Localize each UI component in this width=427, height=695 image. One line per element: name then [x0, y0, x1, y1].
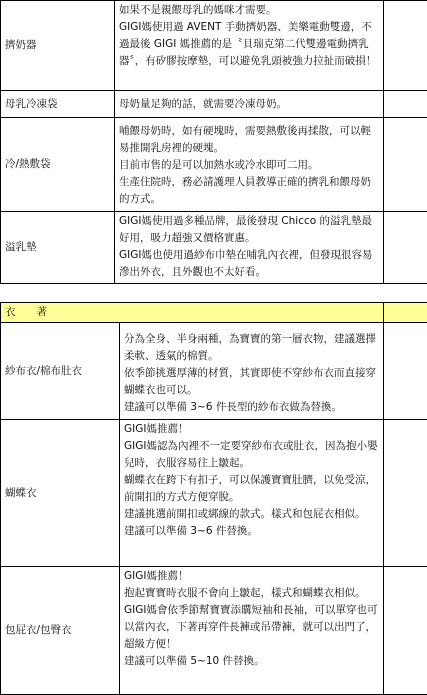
- blank-cell: [384, 567, 427, 695]
- blank-cell: [384, 118, 427, 212]
- row-label: 蝴蝶衣: [1, 420, 120, 567]
- description-line: 依季節挑選厚薄的材質，其實即使不穿紗布衣而直接穿蝴蝶衣也可以。: [124, 367, 376, 396]
- description-line: 哺餵母奶時，如有硬塊時，需要熱敷後再揉散，可以輕易推開乳房裡的硬塊。: [119, 125, 371, 154]
- description-line: 生產住院時，務必請護理人員教導正確的擠乳和餵母奶的方式。: [119, 176, 371, 205]
- row-description: [120, 420, 384, 567]
- table-row: [1, 91, 427, 118]
- blank-cell: [384, 1, 427, 91]
- table-row: [1, 1, 427, 91]
- row-label: 擠奶器: [1, 1, 115, 91]
- blank-cell: [384, 323, 427, 420]
- description-line: GIGI媽也使用過紗布巾墊在哺乳內衣裡，但發現很容易滲出外衣，且外觀也不太好看。: [119, 249, 373, 278]
- table-row: [1, 420, 427, 567]
- description-line: 目前市售的是可以加熱水或冷水即可二用。: [119, 159, 319, 171]
- section-header: 衣 著: [1, 303, 384, 323]
- row-description: [120, 567, 384, 695]
- description-line: 如果不是親餵母乳的媽咪才需要。: [119, 4, 277, 16]
- table-row: [1, 118, 427, 212]
- row-description: [115, 212, 384, 284]
- breastfeeding-supplies-table: [0, 0, 427, 284]
- row-description: [120, 323, 384, 420]
- row-label: 包屁衣/包臀衣: [1, 567, 120, 695]
- table-row: [1, 567, 427, 695]
- row-description: [115, 1, 384, 91]
- description-line: 建議可以準備 5~10 件替換。: [124, 655, 265, 667]
- description-line: 建議可以準備 3~6 件長型的紗布衣做為替換。: [124, 401, 342, 413]
- description-line: 蝴蝶衣在跨下有扣子，可以保護寶寶肚臍，以免受涼，前開扣的方式方便穿脫。: [124, 474, 376, 503]
- row-label: 冷/熱敷袋: [1, 118, 115, 212]
- clothing-table: [0, 302, 427, 695]
- description-line: GIGI媽會依季節幫寶寶添購短袖和長袖，可以單穿也可以當內衣，下著再穿件長褲或吊帶褲，就可以出門了，超級方便！: [124, 604, 378, 650]
- row-label: 紗布衣/棉布肚衣: [1, 323, 120, 420]
- row-label: 溢乳墊: [1, 212, 115, 284]
- description-line: GIGI媽使用過多種品牌，最後發現 Chicco 的溢乳墊最好用，吸力超強又價格實惠。: [119, 215, 373, 244]
- description-line: 母奶量足夠的話，就需要冷凍母奶。: [119, 97, 287, 110]
- row-label: 母乳冷凍袋: [1, 91, 115, 118]
- description-line: 建議可以準備 3~6 件替換。: [124, 525, 258, 537]
- table-row: [1, 323, 427, 420]
- description-line: GIGI媽使用過 AVENT 手動擠奶器、美樂電動雙邊，不過最後 GIGI 媽推薦的是〝貝瑞克第二代雙邊電動擠乳器〞，有矽膠按摩墊，可以避免乳頭被強力拉扯而破損！: [119, 21, 377, 67]
- description-line: GIGI媽推薦！: [124, 423, 189, 435]
- row-description: [115, 91, 384, 118]
- header-blank-cell: [384, 303, 427, 323]
- blank-cell: [384, 212, 427, 284]
- blank-cell: [384, 420, 427, 567]
- table-row: [1, 212, 427, 284]
- description-line: GIGI媽推薦！: [124, 570, 189, 582]
- description-line: 分為全身、半身兩種，為寶寶的第一層衣物，建議選擇柔軟、透氣的棉質。: [124, 333, 376, 362]
- blank-cell: [384, 91, 427, 118]
- description-line: 抱起寶寶時衣服不會向上皺起，樣式和蝴蝶衣相似。: [124, 587, 366, 599]
- description-line: GIGI媽認為內裡不一定要穿紗布衣或肚衣，因為抱小嬰兒時，衣服容易往上皺起。: [124, 440, 378, 469]
- row-description: [115, 118, 384, 212]
- description-line: 建議挑選前開扣或綁線的款式。樣式和包屁衣相似。: [124, 508, 366, 520]
- section-header-row: [1, 303, 427, 323]
